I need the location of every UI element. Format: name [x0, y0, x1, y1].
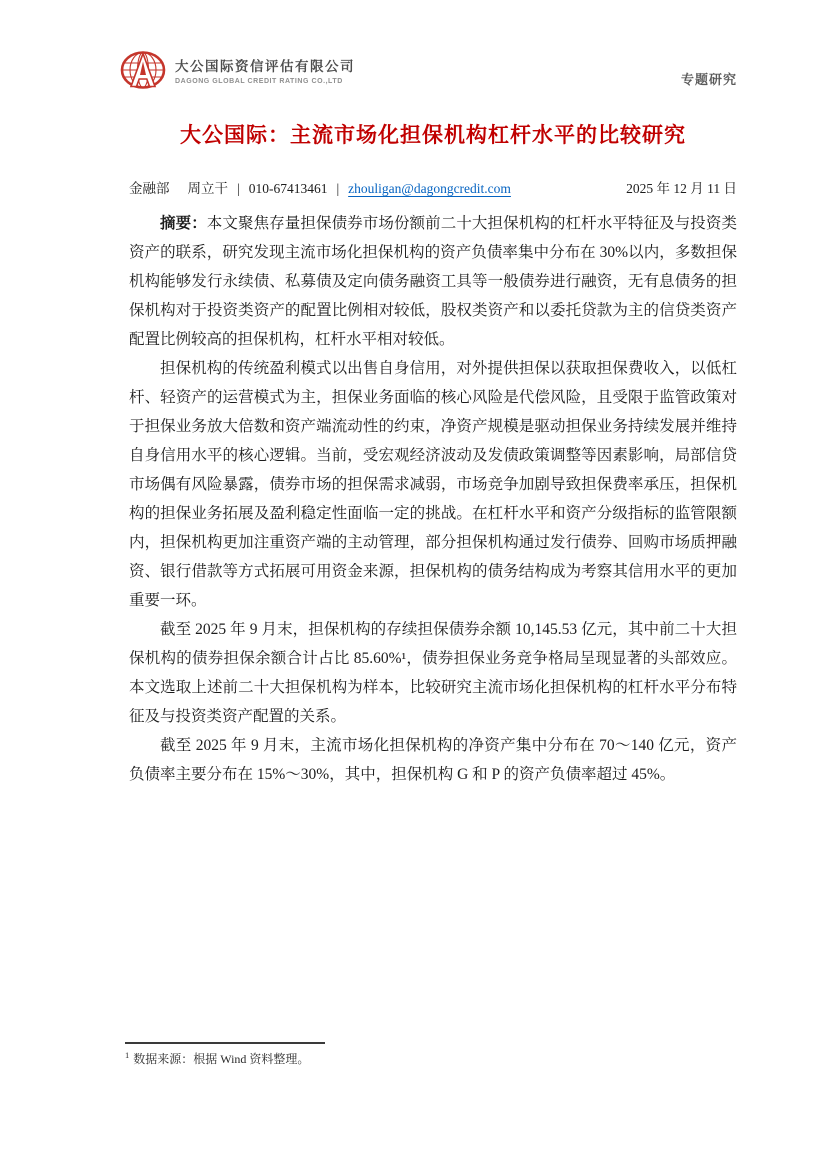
abstract-text: 本文聚焦存量担保债券市场份额前二十大担保机构的杠杆水平特征及与投资类资产的联系，研究发现主流市场化担保机构的资产负债率集中分布在 30%以内，多数担保机构能够发行永续债、私募债及定向债务融资工具等一般债券进行融资，无有息债务的担保机构对于投资类资产的配置比例相对较低，股权类资产和以委托贷款为主的信贷类资产配置比例较高的担保机构，杠杆水平相对较低。	[129, 215, 737, 348]
company-name-block	[175, 55, 355, 85]
footnote	[125, 1042, 733, 1067]
footnote-line	[125, 1050, 733, 1067]
doc-type-label: 专题研究	[680, 72, 737, 87]
byline	[129, 177, 737, 197]
separator: |	[336, 181, 340, 196]
body-paragraph: 截至 2025 年 9 月末，担保机构的存续担保债券余额 10,145.53 亿元，其中前二十大担保机构的债券担保余额合计占比 85.60%¹，债券担保业务竞争格局呈现显著的头部效应。本文选取上述前二十大担保机构为样本，比较研究主流市场化担保机构的杠杆水平分布特征及与投资类资产配置的关系。	[129, 621, 737, 725]
email-link[interactable]: zhouligan@dagongcredit.com	[348, 181, 511, 196]
separator: |	[237, 181, 240, 196]
abstract-label: 摘要：	[160, 215, 207, 232]
company-name-cn: 大公国际资信评估有限公司	[175, 59, 355, 74]
author-name: 周立干	[187, 181, 228, 196]
body-paragraph: 截至 2025 年 9 月末，主流市场化担保机构的净资产集中分布在 70～140 亿元，资产负债率主要分布在 15%～30%，其中，担保机构 G 和 P 的资产负债率超过 45%。	[129, 737, 737, 783]
department-label: 金融部	[129, 181, 170, 196]
phone-number: 010-67413461	[248, 181, 328, 196]
dagong-globe-logo-icon	[120, 50, 166, 90]
company-name-en: DAGONG GLOBAL CREDIT RATING CO.,LTD	[175, 78, 343, 85]
company-logo	[120, 50, 355, 90]
footnote-marker: 1	[125, 1050, 130, 1060]
page-title: 大公国际：主流市场化担保机构杠杆水平的比较研究	[180, 124, 686, 147]
abstract-paragraph	[129, 209, 737, 354]
document-body	[129, 209, 737, 789]
publish-date: 2025 年 12 月 11 日	[626, 181, 737, 196]
page-header	[120, 50, 737, 90]
footnote-divider	[125, 1042, 325, 1044]
footnote-text: 数据来源：根据 Wind 资料整理。	[133, 1052, 310, 1066]
body-paragraph: 担保机构的传统盈利模式以出售自身信用，对外提供担保以获取担保费收入，以低杠杆、轻资产的运营模式为主，担保业务面临的核心风险是代偿风险，且受限于监管政策对于担保业务放大倍数和资产端流动性的约束，净资产规模是驱动担保业务持续发展并维持自身信用水平的核心逻辑。当前，受宏观经济波动及发债政策调整等因素影响，局部信贷市场偶有风险暴露，债券市场的担保需求减弱，市场竞争加剧导致担保费率承压，担保机构的担保业务拓展及盈利稳定性面临一定的挑战。在杠杆水平和资产分级指标的监管限额内，担保机构更加注重资产端的主动管理，部分担保机构通过发行债券、回购市场质押融资、银行借款等方式拓展可用资金来源，担保机构的债务结构成为考察其信用水平的更加重要一环。	[129, 360, 737, 609]
